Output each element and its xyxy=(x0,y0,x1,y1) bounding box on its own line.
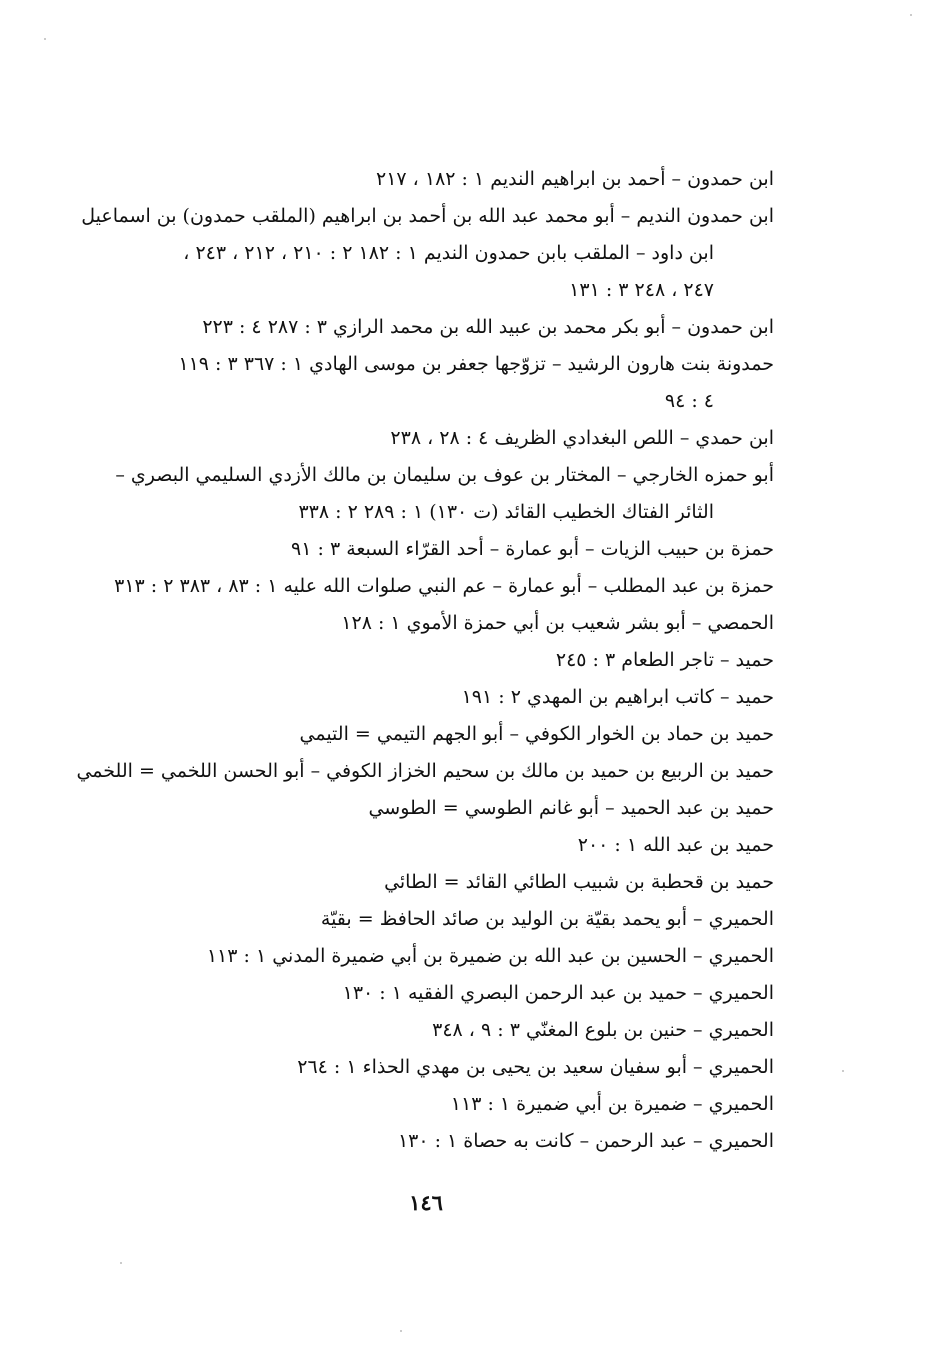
index-entries xyxy=(74,161,774,1160)
index-entry: حميد بن عبد الله ١ : ٢٠٠ xyxy=(577,834,774,856)
index-entry: حميد بن عبد الحميد – أبو غانم الطوسي = الطوسي xyxy=(368,797,774,819)
page-number: ١٤٦ xyxy=(409,1190,443,1215)
index-entry: الحميري – الحسين بن عبد الله بن ضميرة بن أبي ضميرة المدني ١ : ١١٣ xyxy=(206,945,774,967)
index-entry: ابن حمدي – اللص البغدادي الظريف ٤ : ٢٨ ، ٢٣٨ xyxy=(390,427,774,449)
index-entry: حميد بن حماد بن الخوار الكوفي – أبو الجهم التيمي = التيمي xyxy=(299,723,774,745)
index-entry: الحمصي – أبو بشر شعيب بن أبي حمزة الأموي ١ : ١٢٨ xyxy=(341,612,774,634)
index-entry: حمدونة بنت هارون الرشيد – تزوّجها جعفر بن موسى الهادي ١ : ٣٦٧ ٣ : ١١٩ xyxy=(178,353,774,375)
index-entry: الحميري – ضميرة بن أبي ضميرة ١ : ١١٣ xyxy=(450,1093,774,1115)
index-entry-continuation: ٤ : ٩٤ xyxy=(664,390,714,412)
paper-speck xyxy=(910,14,912,16)
index-entry: حميد – تاجر الطعام ٣ : ٢٤٥ xyxy=(555,649,774,671)
paper-speck xyxy=(44,38,46,40)
index-entry: حمزة بن حبيب الزيات – أبو عمارة – أحد القرّاء السبعة ٣ : ٩١ xyxy=(291,538,774,560)
index-entry: الحميري – حنين بن بلوع المغنّي ٣ : ٩ ، ٣٤٨ xyxy=(432,1019,774,1041)
index-entry: حمزة بن عبد المطلب – أبو عمارة – عم النبي صلوات الله عليه ١ : ٨٣ ، ٣٨٣ ٢ : ٣١٣ xyxy=(114,575,774,597)
index-entry: حميد – كاتب ابراهيم بن المهدي ٢ : ١٩١ xyxy=(461,686,774,708)
index-entry: حميد بن الربيع بن حميد بن مالك بن سحيم الخزاز الكوفي – أبو الحسن اللخمي = اللخمي xyxy=(76,760,774,782)
index-entry-continuation: الثائر الفتاك الخطيب القائد (ت ١٣٠) ١ : ٢٨٩ ٢ : ٣٣٨ xyxy=(298,501,714,523)
index-entry: ابن حمدون – أبو بكر محمد بن عبيد الله بن محمد الرازي ٣ : ٢٨٧ ٤ : ٢٢٣ xyxy=(202,316,774,338)
index-entry: حميد بن قحطبة بن شبيب الطائي القائد = الطائي xyxy=(384,871,774,893)
paper-speck xyxy=(400,1330,402,1332)
index-entry: أبو حمزه الخارجي – المختار بن عوف بن سليمان بن مالك الأزدي السليمي البصري – xyxy=(115,464,774,486)
paper-speck xyxy=(842,1070,844,1072)
index-entry-continuation: ٢٤٧ ، ٢٤٨ ٣ : ١٣١ xyxy=(569,279,714,301)
index-entry: الحميري – أبو سفيان سعيد بن يحيى بن مهدي الحذاء ١ : ٢٦٤ xyxy=(297,1056,774,1078)
index-entry: الحميري – حميد بن عبد الرحمن البصري الفقيه ١ : ١٣٠ xyxy=(342,982,774,1004)
index-entry-continuation: ابن داود – الملقب بابن حمدون النديم ١ : ١٨٢ ٢ : ٢١٠ ، ٢١٢ ، ٢٤٣ ، xyxy=(183,242,714,264)
index-entry: الحميري – عبد الرحمن – كانت به حصاة ١ : ١٣٠ xyxy=(397,1130,774,1152)
index-entry: الحميري – أبو يحمد بقيّة بن الوليد بن صائد الحافظ = بقيّة xyxy=(320,908,774,930)
paper-speck xyxy=(120,1262,122,1264)
index-entry: ابن حمدون – أحمد بن ابراهيم النديم ١ : ١٨٢ ، ٢١٧ xyxy=(376,168,774,190)
index-entry: ابن حمدون النديم – أبو محمد عبد الله بن أحمد بن ابراهيم (الملقب حمدون) بن اسماعيل xyxy=(81,205,774,227)
